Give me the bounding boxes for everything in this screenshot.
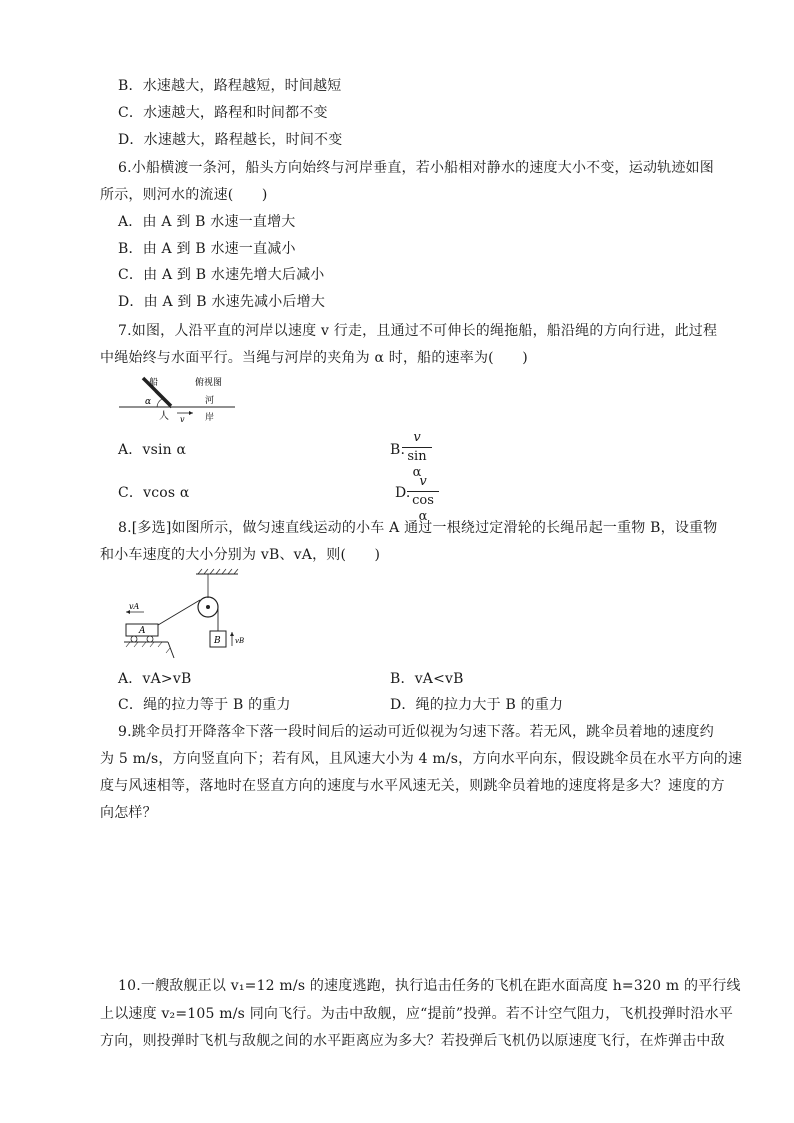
q6-option-d: D．由 A 到 B 水速先减小后增大 bbox=[118, 294, 326, 310]
q8-option-b: B．vA<vB bbox=[390, 671, 464, 687]
q5-option-b: B．水速越大，路程越短，时间越短 bbox=[118, 78, 342, 94]
q8-vb-arrow-head bbox=[230, 632, 234, 636]
q7-stem-line2: 中绳始终与水面平行。当绳与河岸的夹角为 α 时，船的速率为( ) bbox=[100, 350, 528, 366]
q7-option-d-denominator: cos α bbox=[412, 493, 434, 524]
q7-option-a: A．vsin α bbox=[118, 442, 187, 458]
q7-v-label: v bbox=[180, 415, 185, 424]
q6-stem-line1: 6.小船横渡一条河，船头方向始终与河岸垂直，若小船相对静水的速度大小不变，运动轨迹如图 bbox=[118, 160, 714, 176]
q8-stem-line2: 和小车速度的大小分别为 vB、vA，则( ) bbox=[100, 547, 381, 563]
q8-ground-hatch bbox=[126, 642, 170, 653]
q5-option-d: D．水速越大，路程越长，时间不变 bbox=[118, 132, 343, 148]
q8-figure bbox=[122, 568, 247, 663]
q8-a-label: A bbox=[139, 626, 146, 636]
q7-person-label: 人 bbox=[159, 411, 169, 422]
q7-option-b-prefix: B. bbox=[390, 442, 406, 458]
q8-b-label: B bbox=[214, 636, 221, 646]
q9-line1: 9.跳伞员打开降落伞下落一段时间后的运动可近似视为匀速下落。若无风，跳伞员着地的速度约 bbox=[118, 724, 714, 740]
q8-ceiling-hatch bbox=[198, 569, 238, 574]
q9-line2: 为 5 m/s，方向竖直向下；若有风，且风速大小为 4 m/s，方向水平向东，假设跳伞员在水平方向的速 bbox=[100, 751, 743, 767]
q7-bank-label: 岸 bbox=[205, 413, 215, 423]
q7-view-label: 俯视图 bbox=[195, 378, 223, 388]
q7-arrow-head bbox=[189, 411, 193, 415]
q7-option-c: C．vcos α bbox=[118, 485, 190, 501]
q6-option-a: A．由 A 到 B 水速一直增大 bbox=[118, 214, 296, 230]
q6-option-c: C．由 A 到 B 水速先增大后减小 bbox=[118, 267, 325, 283]
q9-line3: 度与风速相等，落地时在竖直方向的速度与水平风速无关，则跳伞员着地的速度将是多大？速度的方 bbox=[100, 778, 725, 794]
q7-option-b-numerator: v bbox=[413, 430, 421, 445]
q10-line3: 方向，则投弹时飞机与敌舰之间的水平距离应为多大？若投弹后飞机仍以原速度飞行，在炸弹击中敌 bbox=[100, 1033, 725, 1049]
q8-vb-label: vB bbox=[235, 637, 245, 645]
q6-stem-line2: 所示，则河水的流速( ) bbox=[100, 187, 268, 203]
q5-option-c: C．水速越大，路程和时间都不变 bbox=[118, 105, 328, 121]
q8-option-a: A．vA>vB bbox=[118, 671, 192, 687]
q9-line4: 向怎样？ bbox=[100, 805, 157, 821]
q8-va-label: vA bbox=[129, 602, 140, 611]
q7-option-d-numerator: v bbox=[419, 474, 427, 489]
q8-cart-wheel-left bbox=[131, 636, 137, 642]
q7-alpha-label: α bbox=[145, 397, 152, 407]
q7-option-d-prefix: D. bbox=[395, 485, 411, 501]
q8-option-c: C．绳的拉力等于 B 的重力 bbox=[118, 697, 291, 713]
q8-ground-edge bbox=[168, 642, 174, 658]
q8-option-d: D．绳的拉力大于 B 的重力 bbox=[390, 697, 564, 713]
q10-line1: 10.一艘敌舰正以 v₁=12 m/s 的速度逃跑，执行追击任务的飞机在距水面高度 h=320 m 的平行线 bbox=[118, 978, 741, 994]
q7-river-label: 河 bbox=[205, 396, 215, 406]
q10-line2: 上以速度 v₂=105 m/s 同向飞行。为击中敌舰，应“提前”投弹。若不计空气阻力，飞机投弹时沿水平 bbox=[100, 1006, 734, 1022]
q7-angle-arc bbox=[157, 399, 162, 407]
q7-figure bbox=[115, 372, 245, 424]
q8-stem-line1: 8.[多选]如图所示，做匀速直线运动的小车 A 通过一根绕过定滑轮的长绳吊起一重物 B，设重物 bbox=[118, 520, 718, 536]
q7-stem-line1: 7.如图，人沿平直的河岸以速度 v 行走，且通过不可伸长的绳拖船，船沿绳的方向行进，此过程 bbox=[118, 323, 718, 339]
q8-pulley-axle bbox=[206, 605, 210, 609]
q7-boat-label: 船 bbox=[149, 378, 159, 388]
q7-option-b-denominator: sin α bbox=[407, 449, 427, 480]
q6-option-b: B．由 A 到 B 水速一直减小 bbox=[118, 241, 296, 257]
q8-cart-wheel-right bbox=[147, 636, 153, 642]
